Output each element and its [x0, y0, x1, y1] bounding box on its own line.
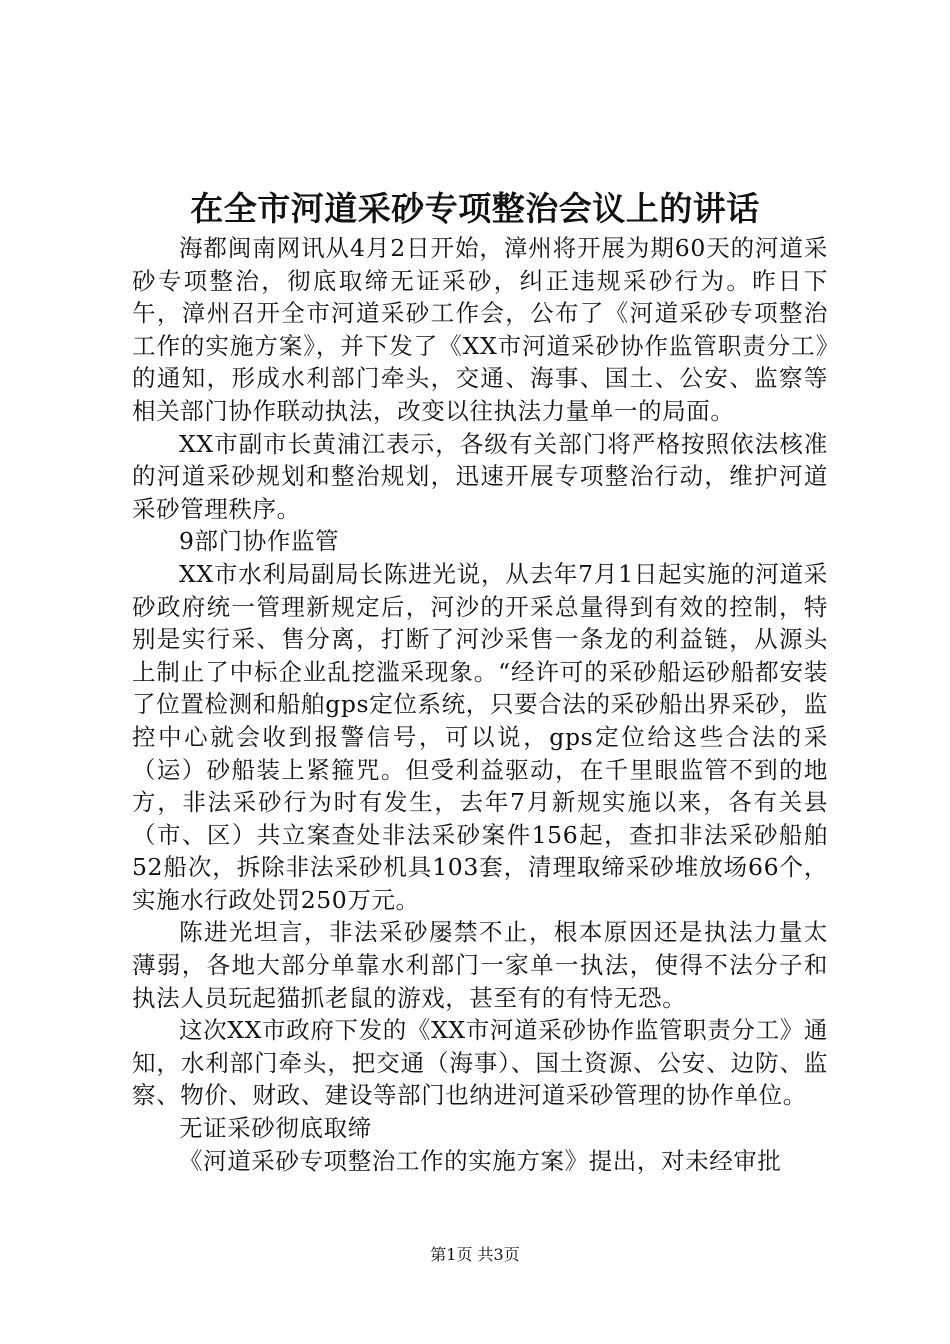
paragraph-enforcement: 陈进光坦言，非法采砂屡禁不止，根本原因还是执法力量太薄弱，各地大部分单靠水利部门一家单一执法，使得不法分子和执法人员玩起猫抓老鼠的游戏，甚至有的有恃无恐。	[132, 918, 828, 1012]
document-title: 在全市河道采砂专项整治会议上的讲话	[190, 189, 760, 228]
document-body	[132, 232, 828, 1177]
paragraph-intro: 海都闽南网讯从4月2日开始，漳州将开展为期60天的河道采砂专项整治，彻底取缔无证采砂，纠正违规采砂行为。昨日下午，漳州召开全市河道采砂工作会，公布了《河道采砂专项整治工作的实施方案》，并下发了《XX市河道采砂协作监管职责分工》的通知，形成水利部门牵头，交通、海事、国土、公安、监察等相关部门协作联动执法，改变以往执法力量单一的局面。	[132, 234, 828, 425]
page-number-footer: 第1页 共3页	[430, 1245, 520, 1264]
paragraph-plan: 《河道采砂专项整治工作的实施方案》提出，对未经审批	[179, 1146, 782, 1175]
section-heading-unlicensed: 无证采砂彻底取缔	[179, 1114, 372, 1143]
paragraph-vice-mayor: XX市副市长黄浦江表示，各级有关部门将严格按照依法核准的河道采砂规划和整治规划，迅速开展专项整治行动，维护河道采砂管理秩序。	[132, 429, 828, 523]
paragraph-division: 这次XX市政府下发的《XX市河道采砂协作监管职责分工》通知，水利部门牵头，把交通（海事）、国土资源、公安、边防、监察、物价、财政、建设等部门也纳进河道采砂管理的协作单位。	[132, 1016, 828, 1110]
section-heading-supervision: 9部门协作监管	[179, 527, 340, 556]
paragraph-water-bureau: XX市水利局副局长陈进光说，从去年7月1日起实施的河道采砂政府统一管理新规定后，河沙的开采总量得到有效的控制，特别是实行采、售分离，打断了河沙采售一条龙的利益链，从源头上制止了中标企业乱挖滥采现象。“经许可的采砂船运砂船都安装了位置检测和船舶gps定位系统，只要合法的采砂船出界采砂，监控中心就会收到报警信号，可以说，gps定位给这些合法的采（运）砂船装上紧箍咒。但受利益驱动，在千里眼监管不到的地方，非法采砂行为时有发生，去年7月新规实施以来，各有关县（市、区）共立案查处非法采砂案件156起，查扣非法采砂船舶52船次，拆除非法采砂机具103套，清理取缔采砂堆放场66个，实施水行政处罚250万元。	[132, 559, 828, 914]
